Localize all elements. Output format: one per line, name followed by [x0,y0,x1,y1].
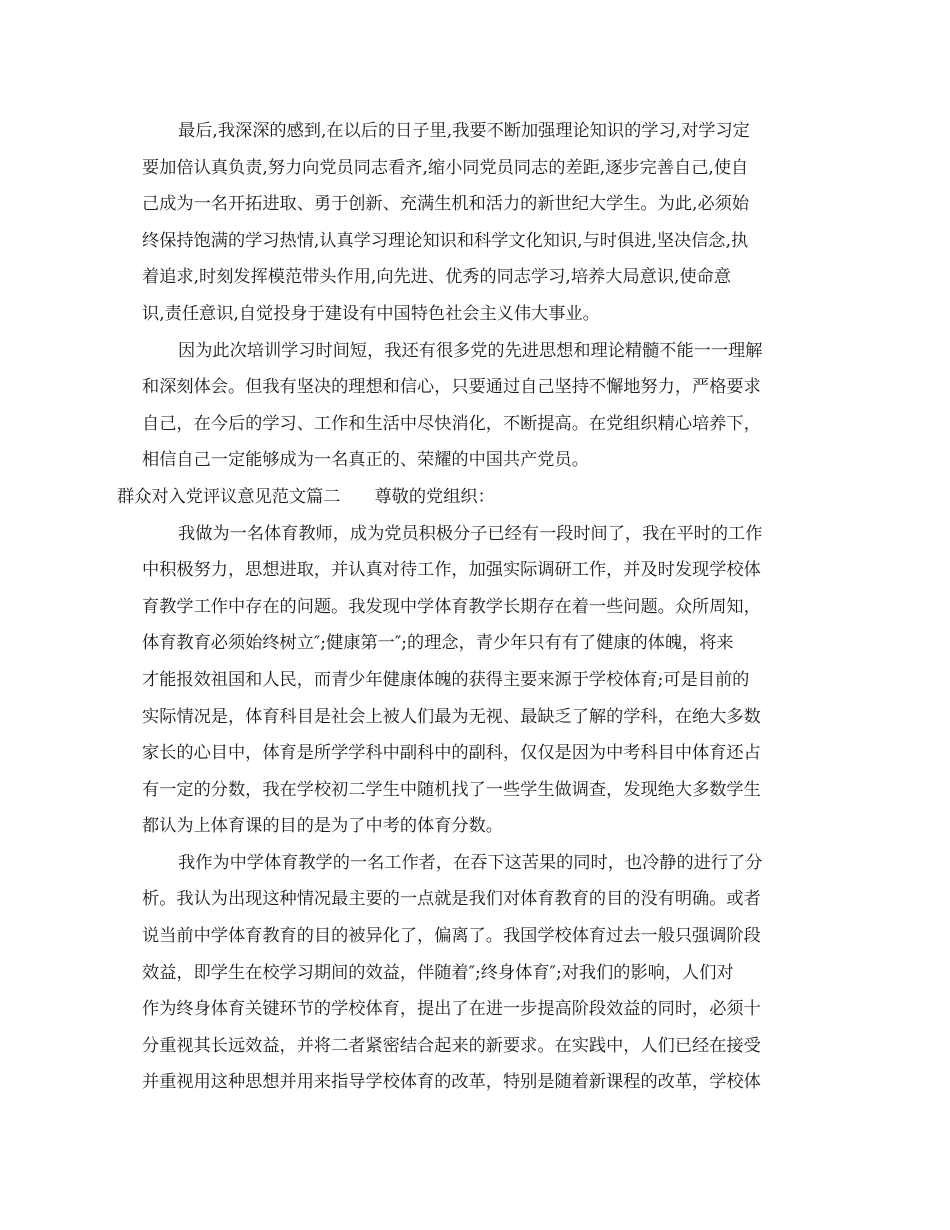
paragraph-line: 有一定的分数，我在学校初二学生中随机找了一些学生做调查，发现绝大多数学生 [142,779,761,800]
section-title: 群众对入党评议意见范文篇二 [117,486,341,507]
paragraph-line: 相信自己一定能够成为一名真正的、荣耀的中国共产党员。 [142,450,589,471]
paragraph-line: 最后,我深深的感到,在以后的日子里,我要不断加强理论知识的学习,对学习定 [178,121,750,141]
paragraph-line: 我作为中学体育教学的一名工作者，在吞下这苦果的同时，也冷静的进行了分 [178,852,763,873]
paragraph-line: 实际情况是，体育科目是社会上被人们最为无视、最缺乏了解的学科，在绝大多数 [142,706,761,727]
paragraph-line: 己成为一名开拓进取、勇于创新、充满生机和活力的新世纪大学生。为此,必须始 [142,194,750,215]
paragraph-line: 我做为一名体育教师，成为党员积极分子已经有一段时间了，我在平时的工作 [178,523,763,544]
paragraph-line: 都认为上体育课的目的是为了中考的体育分数。 [142,816,503,837]
paragraph-line: 说当前中学体育教育的目的被异化了，偏离了。我国学校体育过去一般只强调阶段 [142,926,761,947]
paragraph-line: 才能报效祖国和人民，而青少年健康体魄的获得主要来源于学校体育;可是目前的 [142,669,750,690]
paragraph-line: 因为此次培训学习时间短，我还有很多党的先进思想和理论精髓不能一一理解 [178,340,763,361]
paragraph-line: 识,责任意识,自觉投身于建设有中国特色社会主义伟大事业。 [142,303,600,324]
section-heading [117,479,808,516]
paragraph-line: 着追求,时刻发挥模范带头作用,向先进、优秀的同志学习,培养大局意识,使命意 [142,267,732,288]
document-body [117,113,808,1101]
paragraph-line: 效益，即学生在校学习期间的效益，伴随着″;终身体育″;对我们的影响，人们对 [142,962,734,983]
paragraph-line: 体育教育必须始终树立″;健康第一″;的理念，青少年只有有了健康的体魄，将来 [142,633,734,654]
paragraph-line: 家长的心目中，体育是所学学科中副科中的副科，仅仅是因为中考科目中体育还占 [142,743,761,764]
paragraph-line: 中积极努力，思想进取，并认真对待工作，加强实际调研工作，并及时发现学校体 [142,560,761,581]
paragraph-line: 终保持饱满的学习热情,认真学习理论知识和科学文化知识,与时俱进,坚决信念,执 [142,230,749,251]
salutation: 尊敬的党组织： [374,486,495,507]
paragraph-line: 分重视其长远效益，并将二者紧密结合起来的新要求。在实践中，人们已经在接受 [142,1035,761,1056]
paragraph-line: 育教学工作中存在的问题。我发现中学体育教学长期存在着一些问题。众所周知， [142,596,761,617]
paragraph-line: 和深刻体会。但我有坚决的理想和信心，只要通过自己坚持不懈地努力，严格要求 [142,377,761,398]
paragraph-line: 要加倍认真负责,努力向党员同志看齐,缩小同党员同志的差距,逐步完善自己,使自 [142,157,749,178]
paragraph-line: 析。我认为出现这种情况最主要的一点就是我们对体育教育的目的没有明确。或者 [142,889,761,910]
paragraph-line: 作为终身体育关键环节的学校体育，提出了在进一步提高阶段效益的同时，必须十 [142,999,761,1020]
paragraph-line: 并重视用这种思想并用来指导学校体育的改革，特别是随着新课程的改革，学校体 [142,1072,761,1093]
paragraph-line: 自己，在今后的学习、工作和生活中尽快消化，不断提高。在党组织精心培养下， [142,413,761,434]
